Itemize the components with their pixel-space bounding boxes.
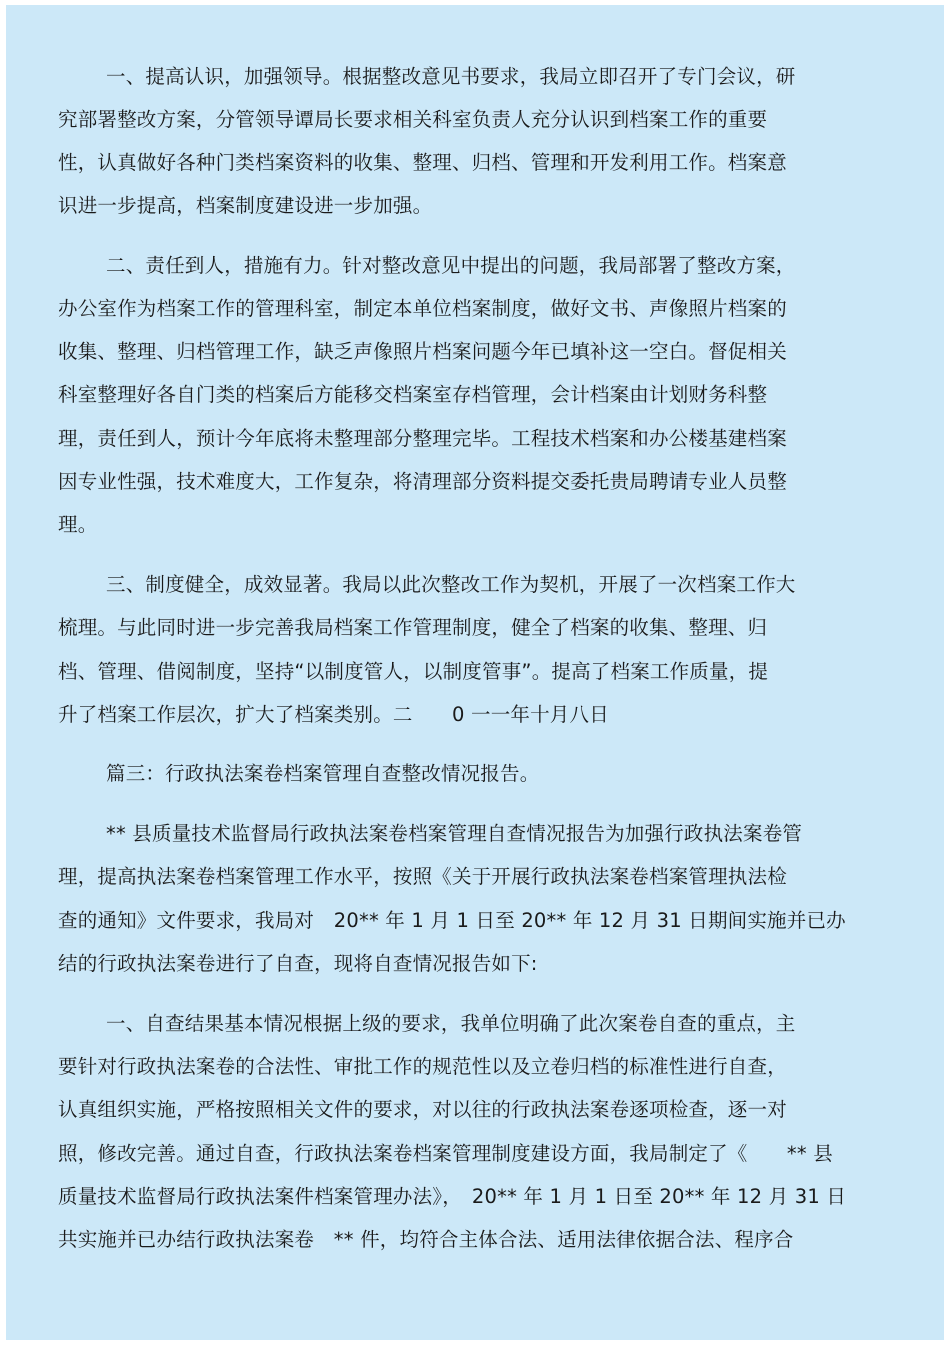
text-line: ** 县质量技术监督局行政执法案卷档案管理自查情况报告为加强行政执法案卷管 <box>106 822 803 845</box>
text-line: 究部署整改方案，分管领导谭局长要求相关科室负责人充分认识到档案工作的重要 <box>58 108 768 131</box>
text-line: 照，修改完善。通过自查，行政执法案卷档案管理制度建设方面，我局制定了《 ** 县 <box>58 1142 833 1165</box>
text-line: 结的行政执法案卷进行了自查，现将自查情况报告如下: <box>58 952 538 975</box>
heading-line: 篇三：行政执法案卷档案管理自查整改情况报告。 <box>106 762 540 785</box>
text-line: 升了档案工作层次，扩大了档案类别。二 0 一一年十月八日 <box>58 703 609 726</box>
text-line: 一、自查结果基本情况根据上级的要求，我单位明确了此次案卷自查的重点，主 <box>106 1012 796 1035</box>
text-line: 查的通知》文件要求，我局对 20** 年 1 月 1 日至 20** 年 12 月 31 日期间实施并已办 <box>58 909 846 932</box>
text-line: 档、管理、借阅制度，坚持“以制度管人，以制度管事”。提高了档案工作质量，提 <box>58 660 769 683</box>
text-line: 认真组织实施，严格按照相关文件的要求，对以往的行政执法案卷逐项检查，逐一对 <box>58 1098 787 1121</box>
text-line: 识进一步提高，档案制度建设进一步加强。 <box>58 194 433 217</box>
document-page <box>6 5 944 1340</box>
text-line: 因专业性强，技术难度大，工作复杂，将清理部分资料提交委托贵局聘请专业人员整 <box>58 470 787 493</box>
text-line: 二、责任到人，措施有力。针对整改意见中提出的问题，我局部署了整改方案， <box>106 254 796 277</box>
text-line: 科室整理好各自门类的档案后方能移交档案室存档管理，会计档案由计划财务科整 <box>58 383 768 406</box>
text-line: 理，责任到人，预计今年底将未整理部分整理完毕。工程技术档案和办公楼基建档案 <box>58 427 787 450</box>
text-line: 要针对行政执法案卷的合法性、审批工作的规范性以及立卷归档的标准性进行自查， <box>58 1055 787 1078</box>
text-line: 质量技术监督局行政执法案件档案管理办法》， 20** 年 1 月 1 日至 20** 年 12 月 31 日 <box>58 1185 847 1208</box>
text-line: 收集、整理、归档管理工作，缺乏声像照片档案问题今年已填补这一空白。督促相关 <box>58 340 787 363</box>
text-line: 一、提高认识，加强领导。根据整改意见书要求，我局立即召开了专门会议，研 <box>106 65 796 88</box>
text-line: 性，认真做好各种门类档案资料的收集、整理、归档、管理和开发利用工作。档案意 <box>58 151 787 174</box>
text-line: 梳理。与此同时进一步完善我局档案工作管理制度，健全了档案的收集、整理、归 <box>58 616 768 639</box>
text-line: 办公室作为档案工作的管理科室，制定本单位档案制度，做好文书、声像照片档案的 <box>58 297 787 320</box>
text-line: 理。 <box>58 513 98 536</box>
text-line: 三、制度健全，成效显著。我局以此次整改工作为契机，开展了一次档案工作大 <box>106 573 796 596</box>
text-line: 共实施并已办结行政执法案卷 ** 件，均符合主体合法、适用法律依据合法、程序合 <box>58 1228 794 1251</box>
text-line: 理，提高执法案卷档案管理工作水平，按照《关于开展行政执法案卷档案管理执法检 <box>58 865 787 888</box>
